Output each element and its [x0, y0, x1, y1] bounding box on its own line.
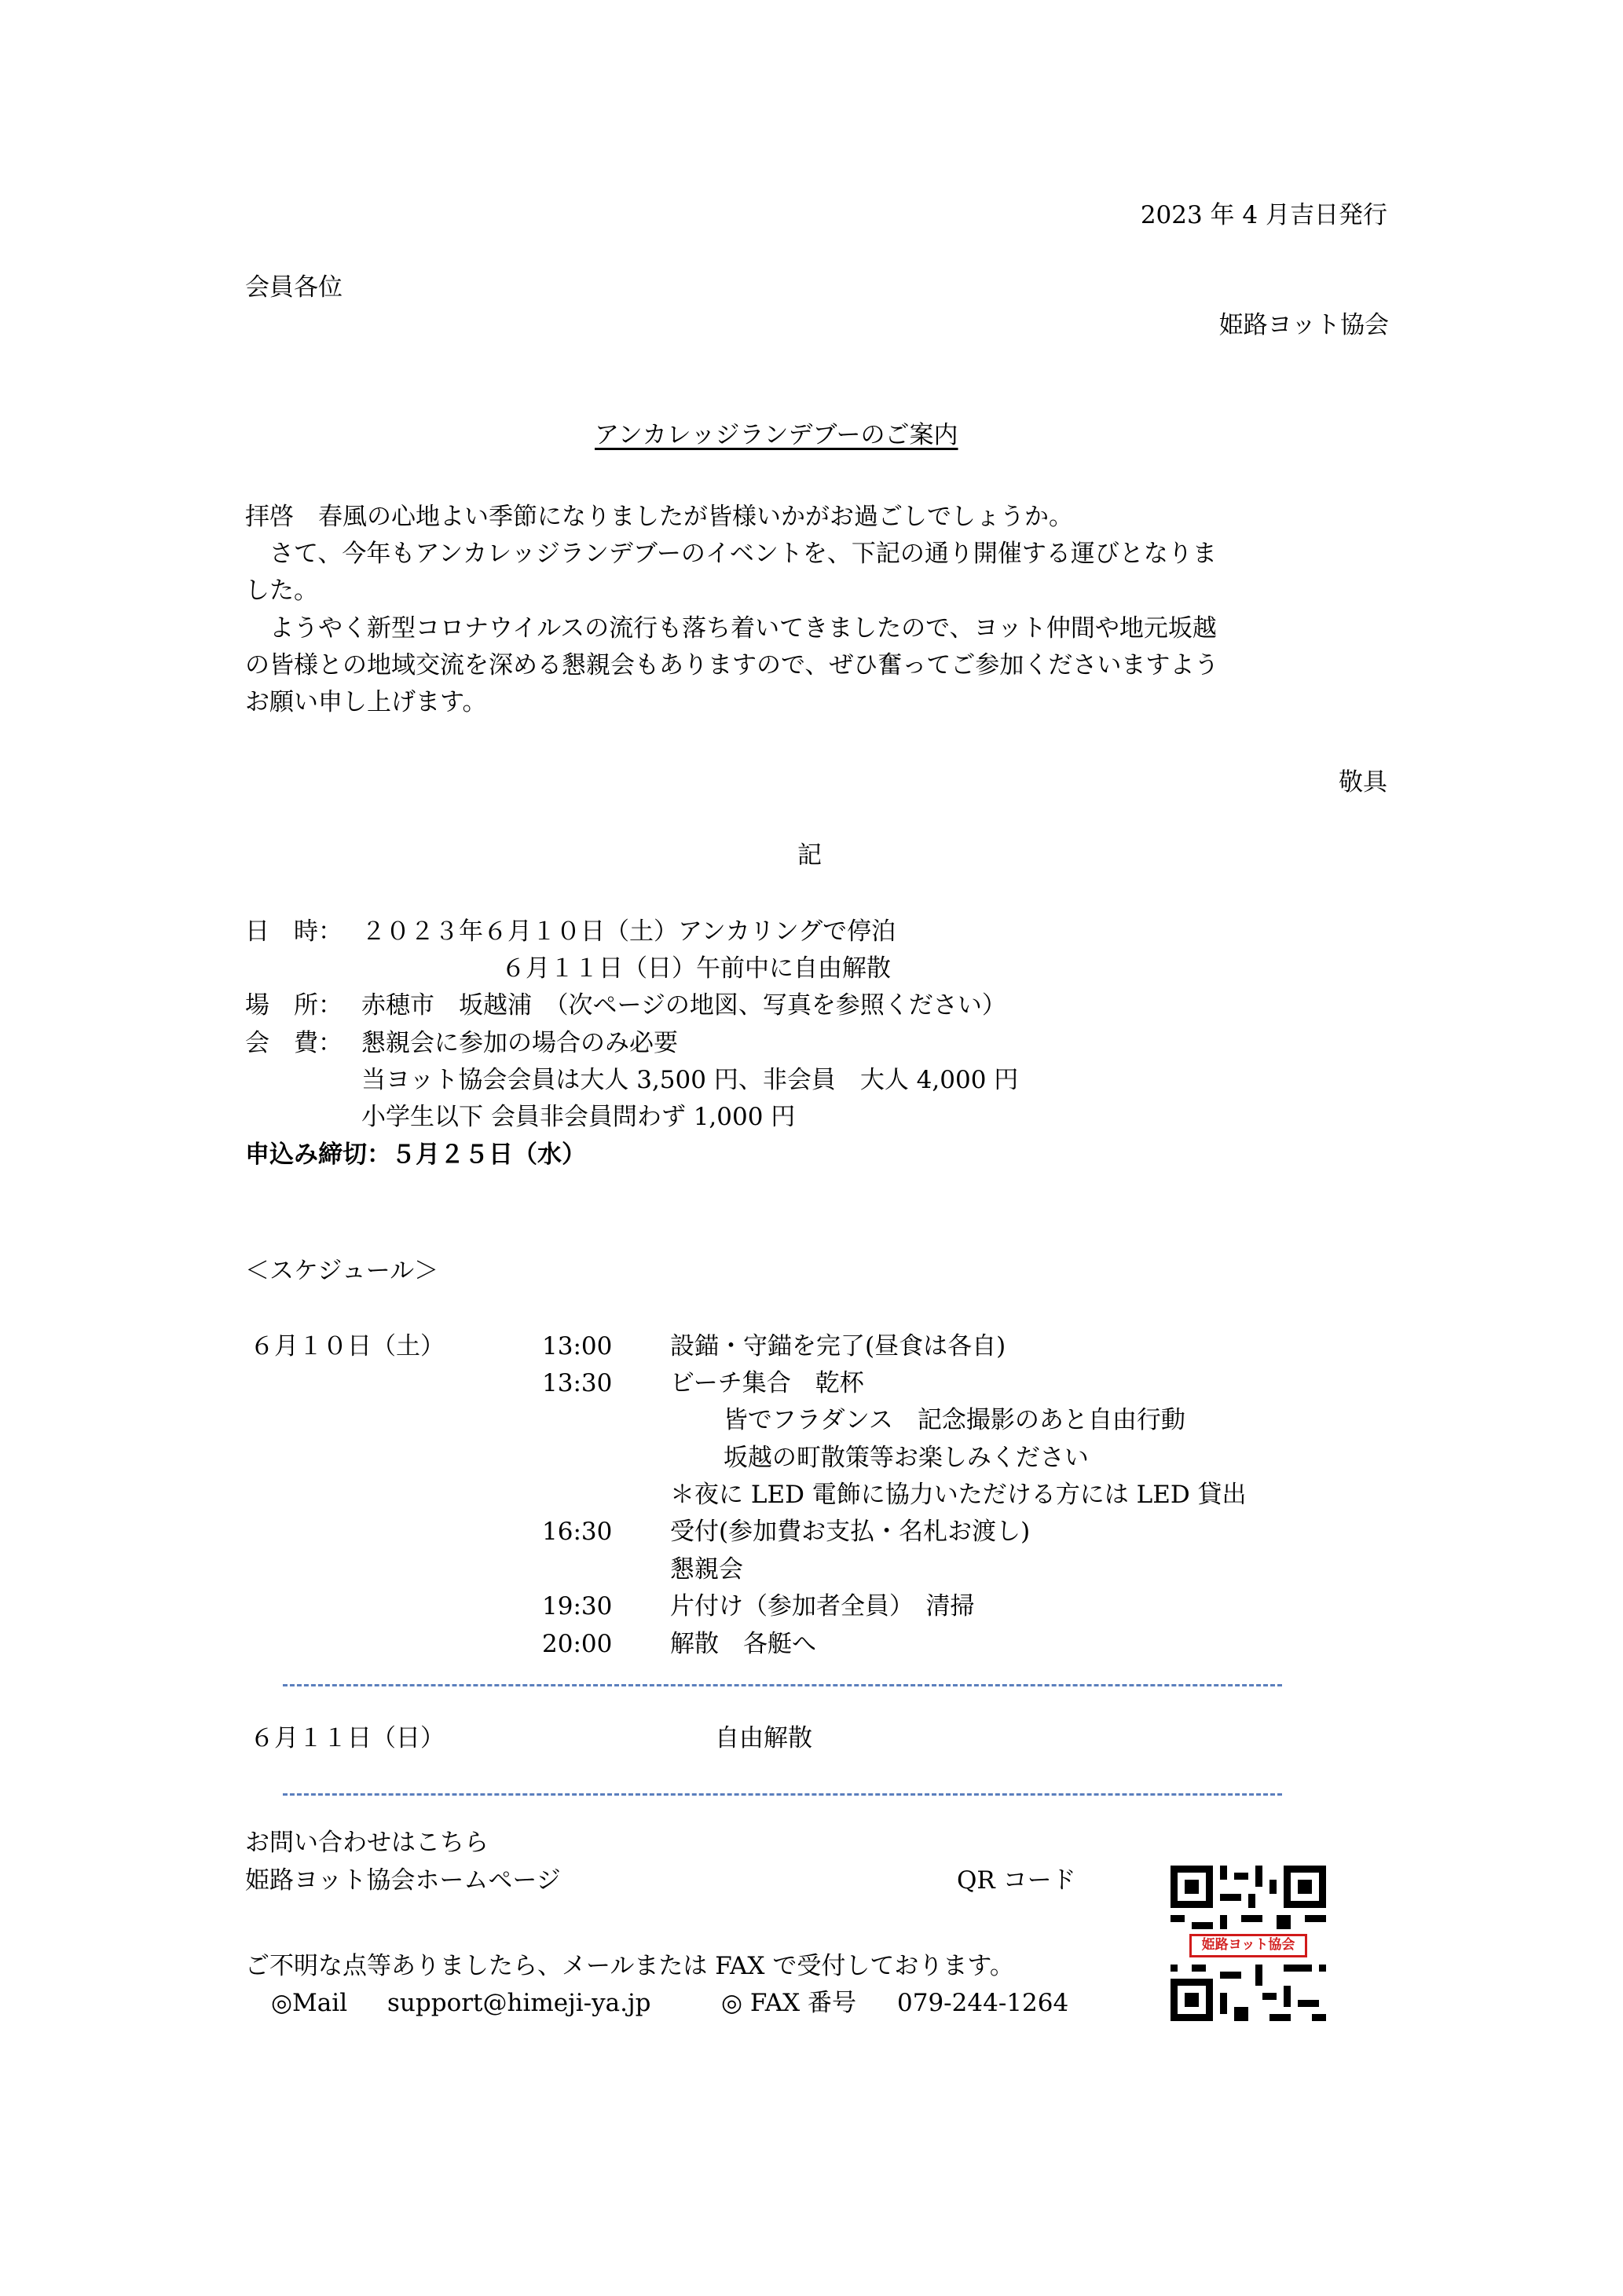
mail-address[interactable]: support@himeji-ya.jp [387, 1989, 651, 2017]
qr-code-icon[interactable] [1171, 1866, 1326, 2021]
page-title: アンカレッジランデブーのご案内 [595, 421, 958, 449]
deadline: 申込み締切：５月２５日（水） [245, 1141, 586, 1169]
inquiry-text: お問い合わせはこちら [245, 1829, 489, 1857]
schedule-item: 解散 各艇へ [670, 1630, 816, 1658]
schedule-item: ＊夜に LED 電飾に協力いただける方には LED 貸出 [670, 1481, 1247, 1509]
issue-date: 2023 年 4 月吉日発行 [1140, 201, 1387, 229]
datetime-value: ２０２３年６月１０日（土）アンカリングで停泊 [361, 917, 896, 946]
schedule-day1-label: ６月１０日（土） [250, 1332, 445, 1360]
qr-badge: 姫路ヨット協会 [1189, 1934, 1307, 1957]
schedule-time: 16:30 [542, 1518, 613, 1546]
schedule-item: 設錨・守錨を完了(昼食は各自) [670, 1332, 1006, 1360]
homepage-link[interactable]: 姫路ヨット協会ホームページ [245, 1866, 561, 1895]
intro-paragraph-line: した。 [245, 577, 318, 605]
schedule-item: 自由解散 [715, 1724, 812, 1752]
ki-heading: 記 [797, 841, 822, 870]
contact-note: ご不明な点等ありましたら、メールまたは FAX で受付しております。 [245, 1952, 1014, 1980]
divider [283, 1793, 1282, 1796]
fee-label: 会 費： [245, 1029, 343, 1057]
datetime-label: 日 時： [245, 917, 343, 946]
schedule-item: 受付(参加費お支払・名札お渡し) [670, 1518, 1031, 1546]
schedule-item: ビーチ集合 乾杯 [670, 1369, 864, 1397]
place-value: 赤穂市 坂越浦 （次ページの地図、写真を参照ください） [361, 991, 1006, 1020]
fax-label: ◎ FAX 番号 [721, 1989, 857, 2017]
schedule-day2-label: ６月１１日（日） [250, 1724, 445, 1752]
qr-code-label: QR コード [957, 1866, 1076, 1895]
schedule-time: 13:30 [542, 1369, 613, 1397]
sender: 姫路ヨット協会 [1218, 311, 1389, 339]
schedule-item: 片付け（参加者全員） 清掃 [670, 1592, 975, 1620]
schedule-time: 20:00 [542, 1630, 613, 1658]
schedule-item: 坂越の町散策等お楽しみください [691, 1444, 1089, 1472]
addressee: 会員各位 [245, 273, 343, 302]
intro-paragraph-line: さて、今年もアンカレッジランデブーのイベントを、下記の通り開催する運びとなりま [245, 540, 1217, 568]
greeting-paragraph: 拝啓 春風の心地よい季節になりましたが皆様いかがお過ごしでしょうか。 [245, 503, 1073, 531]
datetime-value-2: ６月１１日（日）午前中に自由解散 [501, 954, 891, 983]
body-paragraph-line: ようやく新型コロナウイルスの流行も落ち着いてきましたので、ヨット仲間や地元坂越 [245, 614, 1217, 643]
schedule-time: 19:30 [542, 1592, 613, 1620]
closing-word: 敬具 [1339, 768, 1387, 796]
schedule-time: 13:00 [542, 1332, 613, 1360]
schedule-item: 皆でフラダンス 記念撮影のあと自由行動 [691, 1406, 1185, 1434]
fee-child-price: 小学生以下 会員非会員問わず 1,000 円 [361, 1103, 796, 1131]
fee-value: 懇親会に参加の場合のみ必要 [361, 1029, 678, 1057]
fee-member-prices: 当ヨット協会会員は大人 3,500 円、非会員 大人 4,000 円 [361, 1066, 1019, 1094]
schedule-heading: ＜スケジュール＞ [245, 1257, 439, 1285]
schedule-item: 懇親会 [670, 1555, 743, 1584]
body-paragraph-line: の皆様との地域交流を深める懇親会もありますので、ぜひ奮ってご参加くださいますよう [245, 651, 1219, 679]
fax-number[interactable]: 079-244-1264 [897, 1989, 1069, 2017]
place-label: 場 所： [245, 991, 343, 1020]
body-paragraph-line: お願い申し上げます。 [245, 688, 487, 716]
mail-label: ◎Mail [271, 1989, 348, 2017]
divider [283, 1684, 1282, 1686]
